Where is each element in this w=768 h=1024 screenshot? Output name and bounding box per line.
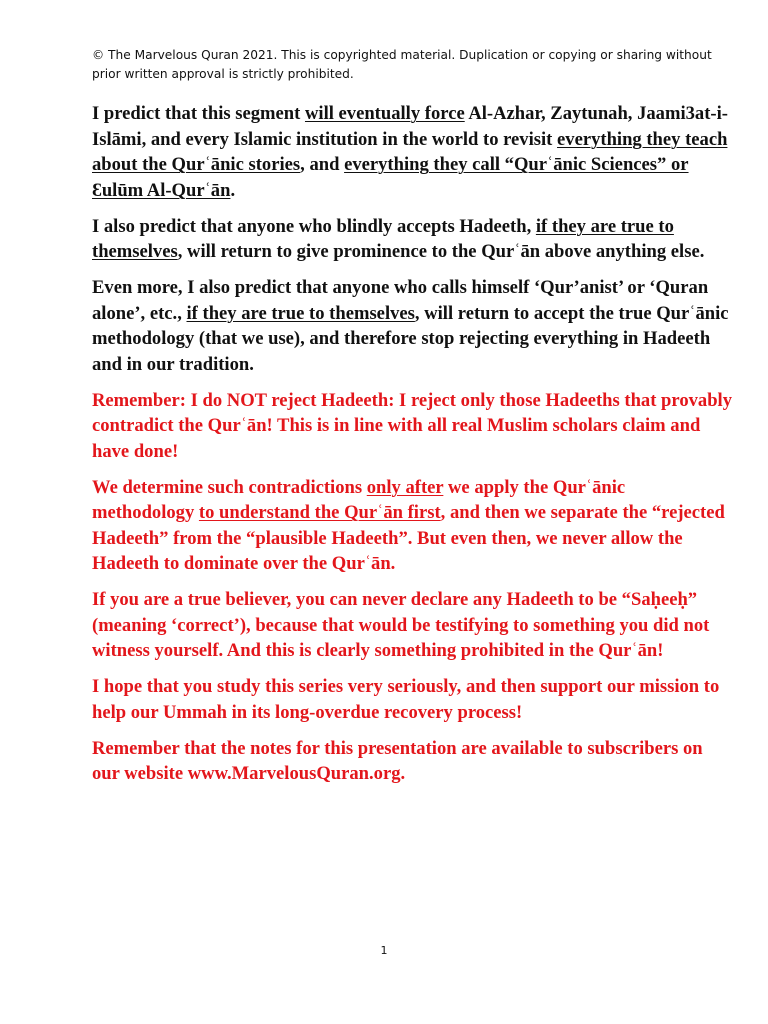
paragraph-2	[92, 214, 732, 265]
paragraph-text: Al-Azhar, Zaytunah, Jaami3at-i-Islāmi, and every Islamic institution in the world to revisit	[92, 103, 728, 150]
underlined-text: everything they call “Qurʿānic Sciences” or Ɛulūm Al-Qurʿān	[92, 154, 689, 201]
paragraph-text: , will return to accept the true Qurʿānic methodology (that we use), and therefore stop rejecting everything in Hadeeth and in our tradition.	[92, 302, 729, 375]
paragraph-text: , and then we separate the “rejected Hadeeth” from the “plausible Hadeeth”. But even then, we never allow the Hadeeth to dominate over the Qurʿān.	[92, 502, 725, 574]
paragraph-text: We determine such contradictions	[92, 476, 367, 498]
underlined-text: if they are true to themselves	[92, 215, 674, 262]
paragraph-text: Even more, I also predict that anyone who calls himself ‘Qur’anist’ or ‘Quran alone’, etc.,	[92, 277, 709, 324]
paragraph-text: I predict that this segment	[92, 103, 305, 124]
paragraph-text: we apply the Qurʿānic methodology	[92, 476, 626, 523]
paragraph-text: Remember that the notes for this presentation are available to subscribers on our website www.MarvelousQuran.org.	[92, 737, 703, 784]
paragraph-text: I hope that you study this series very seriously, and then support our mission to help our Ummah in its long-overdue recovery process!	[92, 676, 720, 723]
paragraph-5	[92, 475, 732, 577]
copyright-notice: © The Marvelous Quran 2021. This is copyrighted material. Duplication or copying or sharing without prior written approval is strictly prohibited.	[92, 48, 712, 81]
paragraph-text: If you are a true believer, you can never declare any Hadeeth to be “Saḥeeḥ” (meaning ‘correct’), because that would be testifying to something you did not witness yourself. And this is clearly something prohibited in the Qurʿān!	[92, 589, 710, 661]
underlined-text: everything they teach about the Qurʿānic stories	[92, 128, 728, 175]
underlined-text: only after	[366, 476, 444, 498]
paragraph-7	[92, 674, 732, 725]
page-number: 1	[380, 944, 388, 957]
paragraph-text: , will return to give prominence to the Qurʿān above anything else.	[177, 241, 705, 262]
underlined-text: will eventually force	[304, 103, 465, 124]
paragraph-text: I also predict that anyone who blindly accepts Hadeeth,	[92, 215, 536, 237]
paragraph-3	[92, 275, 732, 377]
paragraph-4	[92, 388, 732, 465]
paragraph-1	[92, 101, 732, 203]
underlined-text: to understand the Qurʿān first	[198, 502, 441, 523]
underlined-text: if they are true to themselves	[186, 302, 415, 324]
paragraph-text: , and	[300, 154, 345, 175]
paragraph-8	[92, 736, 732, 787]
paragraph-text: .	[230, 179, 236, 201]
paragraph-text: Remember: I do NOT reject Hadeeth: I reject only those Hadeeths that provably contradict the Qurʿān! This is in line with all real Muslim scholars claim and have done!	[92, 389, 733, 462]
document-body	[92, 101, 732, 797]
paragraph-6	[92, 587, 732, 664]
